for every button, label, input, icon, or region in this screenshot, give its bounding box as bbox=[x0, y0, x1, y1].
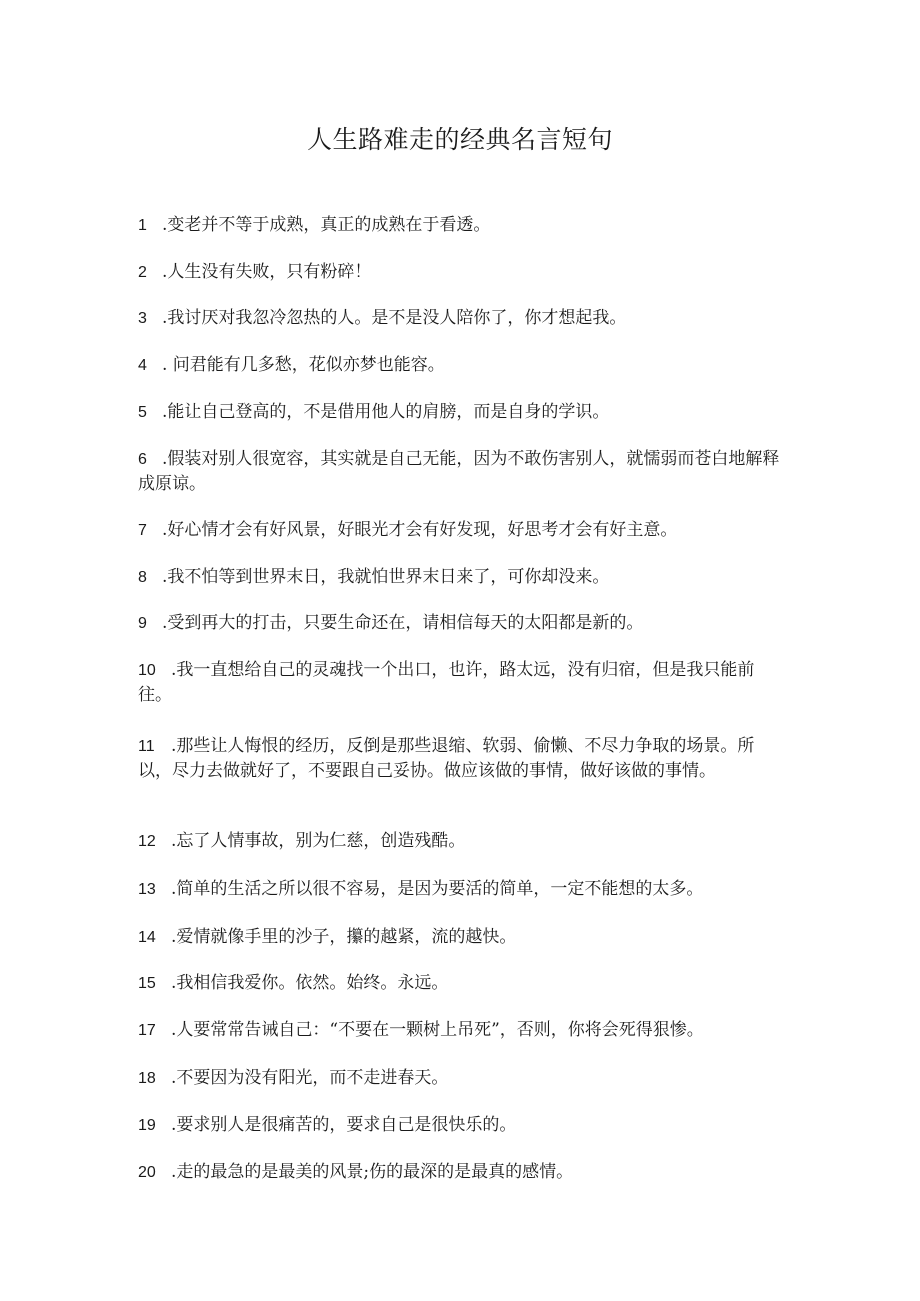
quote-text: .爱情就像手里的沙子，攥的越紧，流的越快。 bbox=[171, 927, 517, 947]
quote-item bbox=[138, 306, 788, 331]
quote-number: 14 bbox=[138, 929, 156, 946]
quote-item bbox=[138, 213, 788, 238]
quote-text: .受到再大的打击，只要生命还在，请相信每天的太阳都是新的。 bbox=[162, 613, 644, 633]
quote-text: .我一直想给自己的灵魂找一个出口，也许，路太远，没有归宿，但是我只能前往。 bbox=[138, 660, 755, 705]
quote-text: .人生没有失败，只有粉碎！ bbox=[162, 262, 372, 282]
quote-text: .假装对别人很宽容，其实就是自己无能，因为不敢伤害别人，就懦弱而苍白地解释成原谅。 bbox=[138, 449, 780, 494]
quote-item bbox=[138, 260, 788, 285]
quote-text: .我讨厌对我忽冷忽热的人。是不是没人陪你了，你才想起我。 bbox=[162, 308, 627, 328]
quote-item bbox=[138, 971, 788, 996]
quote-item bbox=[138, 1160, 788, 1185]
quote-number: 20 bbox=[138, 1164, 156, 1181]
quote-number: 2 bbox=[138, 264, 147, 281]
quote-text: .我不怕等到世界末日，我就怕世界末日来了，可你却没来。 bbox=[162, 567, 610, 587]
quote-text: . 问君能有几多愁，花似亦梦也能容。 bbox=[162, 355, 445, 375]
quote-number: 1 bbox=[138, 217, 147, 234]
quote-text: .能让自己登高的，不是借用他人的肩膀，而是自身的学识。 bbox=[162, 402, 610, 422]
quote-number: 7 bbox=[138, 522, 147, 539]
quote-text: .人要常常告诫自己：“不要在一颗树上吊死”，否则，你将会死得狠惨。 bbox=[171, 1020, 704, 1040]
quote-text: .忘了人情事故，别为仁慈，创造残酷。 bbox=[171, 831, 466, 851]
quote-number: 10 bbox=[138, 662, 156, 679]
quote-item bbox=[138, 658, 788, 707]
quote-item bbox=[138, 518, 788, 543]
quote-number: 19 bbox=[138, 1117, 156, 1134]
quote-text: .简单的生活之所以很不容易，是因为要活的简单，一定不能想的太多。 bbox=[171, 879, 704, 899]
quote-item bbox=[138, 447, 788, 496]
document-title: 人生路难走的经典名言短句 bbox=[306, 125, 613, 154]
quote-text: .变老并不等于成熟，真正的成熟在于看透。 bbox=[162, 215, 491, 235]
quote-number: 13 bbox=[138, 881, 156, 898]
quote-text: .走的最急的是最美的风景;伤的最深的是最真的感情。 bbox=[171, 1162, 574, 1182]
quote-number: 11 bbox=[138, 738, 155, 755]
quote-item bbox=[138, 400, 788, 425]
quote-item bbox=[138, 877, 788, 902]
quote-text: .不要因为没有阳光，而不走进春天。 bbox=[171, 1068, 449, 1088]
quote-text: .那些让人悔恨的经历，反倒是那些退缩、软弱、偷懒、不尽力争取的场景。所以，尽力去做就好了，不要跟自己妥协。做应该做的事情，做好该做的事情。 bbox=[138, 736, 755, 781]
quote-item bbox=[138, 1018, 788, 1043]
quote-number: 6 bbox=[138, 451, 147, 468]
quote-number: 4 bbox=[138, 357, 147, 374]
quote-number: 3 bbox=[138, 310, 147, 327]
quote-item bbox=[138, 829, 788, 854]
quote-number: 5 bbox=[138, 404, 147, 421]
quote-number: 17 bbox=[138, 1022, 156, 1039]
quote-number: 8 bbox=[138, 569, 147, 586]
quote-item bbox=[138, 1066, 788, 1091]
quote-number: 15 bbox=[138, 975, 156, 992]
quote-number: 12 bbox=[138, 833, 156, 850]
quote-text: .好心情才会有好风景，好眼光才会有好发现，好思考才会有好主意。 bbox=[162, 520, 678, 540]
quote-item bbox=[138, 925, 788, 950]
quote-number: 9 bbox=[138, 615, 147, 632]
quote-item bbox=[138, 734, 788, 783]
quote-text: .要求别人是很痛苦的，要求自己是很快乐的。 bbox=[171, 1115, 517, 1135]
quote-number: 18 bbox=[138, 1070, 156, 1087]
quote-item bbox=[138, 611, 788, 636]
quote-text: .我相信我爱你。依然。始终。永远。 bbox=[171, 973, 449, 993]
quote-item bbox=[138, 353, 788, 378]
quote-item bbox=[138, 565, 788, 590]
quote-item bbox=[138, 1113, 788, 1138]
